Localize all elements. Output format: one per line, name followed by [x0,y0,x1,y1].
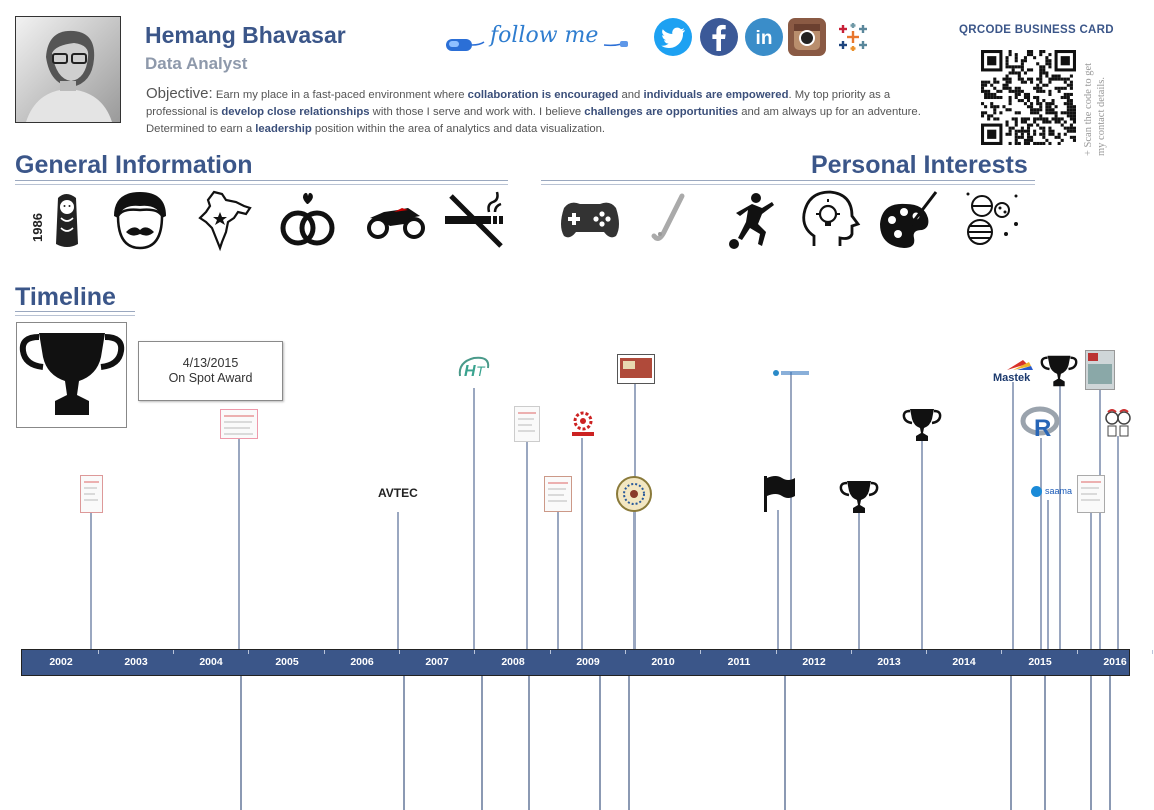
year-tick [248,650,249,654]
year-tick [399,650,400,654]
qr-code-icon[interactable] [981,50,1076,145]
objective-segment: develop close relationships [221,106,370,118]
event-stem [858,508,860,649]
event-stem [1012,382,1014,649]
svg-text:T: T [476,363,485,379]
profile-role: Data Analyst [145,54,248,73]
year-tick [1001,650,1002,654]
baby-1986-icon [30,188,98,252]
no-smoking-icon [443,188,507,252]
year-label-2015: 2015 [1028,656,1052,668]
year-tick [474,650,475,654]
objective-segment: Earn my place in a fast-paced environment where [215,89,468,101]
year-label-2003: 2003 [124,656,148,668]
linkedin-icon[interactable] [745,18,783,56]
saama-logo [1031,486,1072,497]
year-tick [324,650,325,654]
event-stem [921,440,923,649]
certificate-thumb [80,475,103,518]
year-label-2004: 2004 [199,656,223,668]
flag-icon [762,474,796,519]
baby-year-label: 1986 [30,213,45,242]
year-label-2010: 2010 [651,656,675,668]
hockey-stick-icon [642,188,706,252]
event-stem [526,440,528,649]
event-stem [557,512,559,649]
year-label-2002: 2002 [49,656,73,668]
objective-segment: and [618,89,644,101]
instagram-icon[interactable] [788,18,826,56]
year-tick [1077,650,1078,654]
objective-segment: and am always up for an adventure. Determined to earn a [146,106,921,135]
objective-segment: . My top priority as a professional is [146,89,891,118]
objective-body [146,89,921,135]
booklet-thumb [1085,350,1115,395]
event-stem-lower [1010,676,1012,810]
ht-logo [456,354,492,389]
year-label-2006: 2006 [350,656,374,668]
motorbike-icon [364,188,428,252]
event-stem [1040,438,1042,649]
grey-document-thumb [1077,475,1105,518]
year-tick [851,650,852,654]
year-label-2009: 2009 [576,656,600,668]
year-label-2013: 2013 [877,656,901,668]
objective-segment: collaboration is encouraged [467,89,619,101]
qrcode-title: QRCODE BUSINESS CARD [959,24,1114,36]
screen-thumb [617,354,655,389]
objective-segment: individuals are empowered [643,89,789,101]
year-label-2016: 2016 [1103,656,1127,668]
trophy-icon [902,405,942,450]
r-label: R [1034,415,1052,442]
couple-cartoon-icon [1104,408,1132,443]
year-label-2014: 2014 [952,656,976,668]
year-label-2008: 2008 [501,656,525,668]
year-label-2012: 2012 [802,656,826,668]
wedding-rings-icon [276,188,340,252]
event-stem [1090,512,1092,649]
year-tick [776,650,777,654]
year-tick [700,650,701,654]
event-stem-lower [1090,676,1092,810]
award-title: On Spot Award [168,371,253,385]
event-stem-lower [599,676,601,810]
objective-text [146,85,946,138]
interests-divider [541,180,1035,185]
art-palette-icon [876,188,940,252]
follow-me-text: follow me [490,23,599,48]
science-planets-icon [960,188,1024,252]
year-label-2011: 2011 [727,656,751,668]
event-stem-lower [784,676,786,810]
form-thumb [514,406,540,447]
year-tick [625,650,626,654]
event-stem-lower [528,676,530,810]
gamepad-icon [558,188,622,252]
svg-text:in: in [755,28,773,49]
general-divider [15,180,508,185]
follow-me-link[interactable] [444,20,630,62]
event-stem [473,388,475,649]
twitter-icon[interactable] [654,18,692,56]
profile-name: Hemang Bhavasar [145,22,346,48]
year-label-2007: 2007 [425,656,449,668]
year-tick [550,650,551,654]
event-stem-lower [628,676,630,810]
year-tick [173,650,174,654]
award-date: 4/13/2015 [182,356,239,370]
event-stem [633,512,635,649]
face-mustache-icon [108,188,172,252]
india-map-icon [192,188,256,252]
selected-award-trophy [16,322,127,428]
letter-thumb [544,476,572,517]
objective-segment: position within the area of analytics and data visualization. [311,123,606,135]
event-stem [238,436,240,649]
document-thumb [220,409,258,444]
head-idea-icon [796,188,860,252]
event-stem [777,510,779,649]
event-stem [581,438,583,649]
timeline-axis [21,649,1130,676]
profile-photo [15,16,121,123]
seal-logo [615,475,653,518]
event-stem [90,512,92,649]
objective-segment: leadership [255,123,312,135]
event-stem-lower [403,676,405,810]
personal-interests-title: Personal Interests [811,151,1028,179]
objective-segment: with those I serve and work with. I believe [369,106,585,118]
mastek-label: Mastek [993,372,1031,384]
objective-label: Objective: [146,85,213,102]
event-stem [1047,500,1049,649]
trophy-icon [839,477,879,522]
svg-text:H: H [464,363,476,380]
year-tick [926,650,927,654]
general-information-title: General Information [15,151,253,179]
timeline-divider [15,311,135,316]
year-tick [98,650,99,654]
event-stem-lower [481,676,483,810]
facebook-icon[interactable] [700,18,738,56]
event-stem-lower [1109,676,1111,810]
capgemini-logo [772,365,812,383]
saama-label: saama [1045,486,1073,496]
event-stem [1099,388,1101,649]
tableau-icon[interactable] [836,22,870,52]
red-emblem-logo [568,409,598,444]
r-logo [1022,406,1060,445]
event-stem [1117,436,1119,649]
mastek-logo [993,358,1033,384]
football-player-icon [718,188,782,252]
event-stem-lower [240,676,242,810]
event-stem [397,512,399,649]
avtec-logo: AVTEC [378,486,418,500]
year-label-2005: 2005 [275,656,299,668]
qrcode-note: + Scan the code to get my contact details. [1083,62,1107,156]
objective-segment: challenges are opportunities [584,106,739,118]
timeline-title: Timeline [15,283,116,311]
award-tooltip [138,341,283,401]
year-tick [1152,650,1153,654]
event-stem-lower [1044,676,1046,810]
trophy-icon [1040,352,1078,395]
